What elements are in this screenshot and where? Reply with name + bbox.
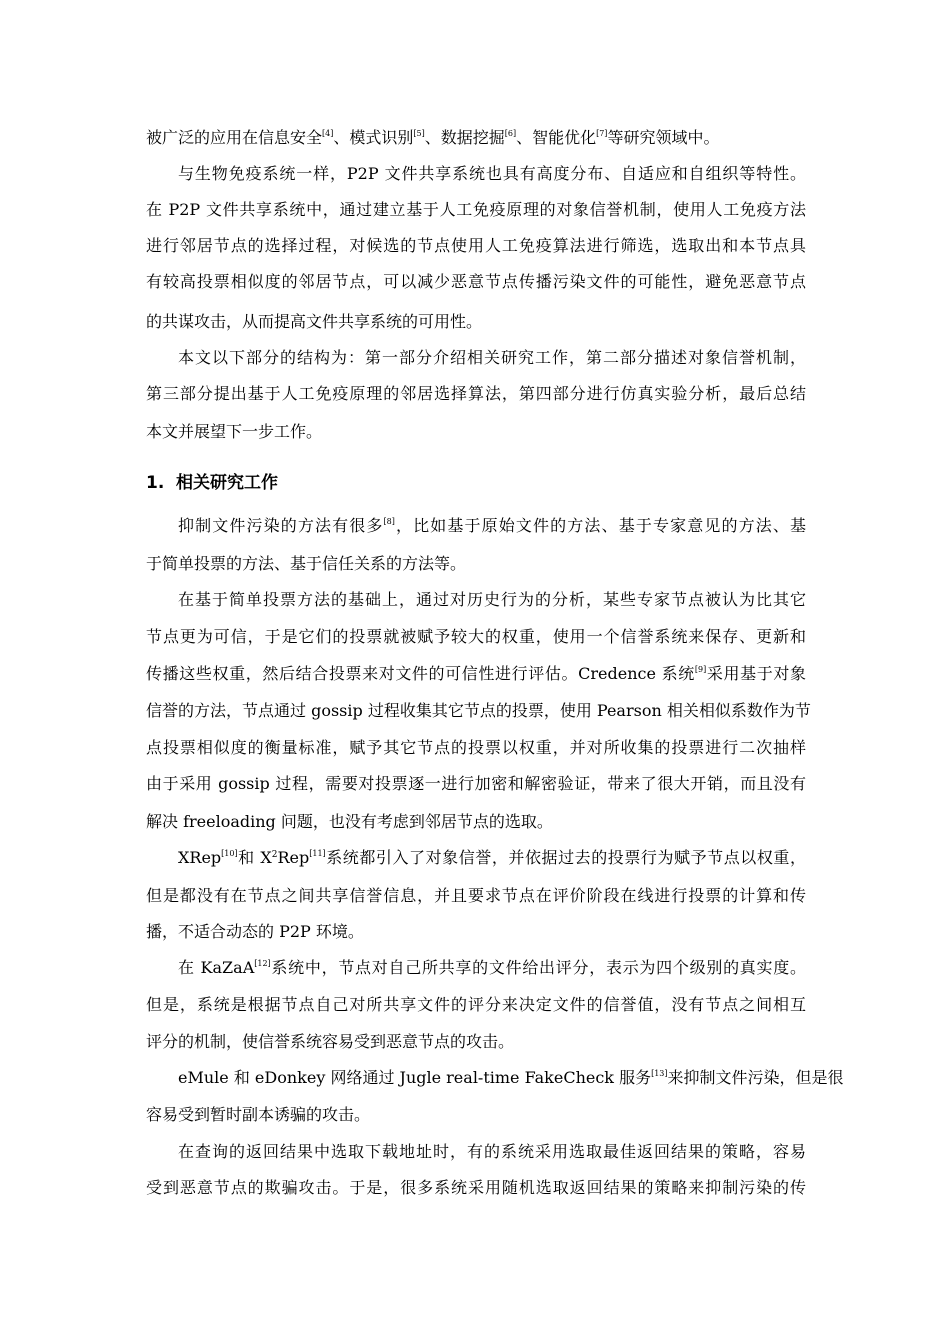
s1-para1-line1: 抑制文件污染的方法有很多[8]，比如基于原始文件的方法、基于专家意见的方法、基 <box>178 516 806 535</box>
s1-para2-line4: 信誉的方法，节点通过 gossip 过程收集其它节点的投票，使用 Pearson 相关相似系数作为节 <box>146 701 811 720</box>
superscript-2: 2 <box>271 850 278 860</box>
s1-para6-line1: 在查询的返回结果中选取下载地址时，有的系统采用选取最佳返回结果的策略，容易 <box>178 1142 806 1161</box>
intro-para3-line1: 本文以下部分的结构为：第一部分介绍相关研究工作，第二部分描述对象信誉机制， <box>178 348 806 367</box>
section-number: 1. <box>146 473 165 493</box>
intro-para2-line1: 与生物免疫系统一样，P2P 文件共享系统也具有高度分布、自适应和自组织等特性。 <box>178 164 806 183</box>
s1-para4-line2: 但是，系统是根据节点自己对所共享文件的评分来决定文件的信誉值，没有节点之间相互 <box>146 995 806 1014</box>
s1-para2-line5: 点投票相似度的衡量标准，赋予其它节点的投票以权重，并对所收集的投票进行二次抽样 <box>146 738 806 757</box>
citation-9: [9] <box>694 665 707 674</box>
s1-para5-line2: 容易受到暂时副本诱骗的攻击。 <box>146 1105 371 1124</box>
citation-5: [5] <box>413 129 425 138</box>
citation-10: [10] <box>221 849 238 858</box>
s1-para2-line2: 节点更为可信，于是它们的投票就被赋予较大的权重，使用一个信誉系统来保存、更新和 <box>146 627 806 646</box>
s1-para2-line6: 由于采用 gossip 过程，需要对投票逐一进行加密和解密验证，带来了很大开销，而且没有 <box>146 774 806 793</box>
s1-para4-line1: 在 KaZaA[12]系统中，节点对自己所共享的文件给出评分，表示为四个级别的真实度。 <box>178 958 806 977</box>
citation-8: [8] <box>383 517 395 526</box>
s1-para3-line2: 但是都没有在节点之间共享信誉信息，并且要求节点在评价阶段在线进行投票的计算和传 <box>146 886 806 905</box>
s1-para5-line1: eMule 和 eDonkey 网络通过 Jugle real-time FakeCheck 服务[13]来抑制文件污染，但是很 <box>178 1068 844 1087</box>
intro-para2-line3: 进行邻居节点的选择过程，对候选的节点使用人工免疫算法进行筛选，选取出和本节点具 <box>146 236 806 255</box>
citation-7: [7] <box>596 129 608 138</box>
s1-para2-line1: 在基于简单投票方法的基础上，通过对历史行为的分析，某些专家节点被认为比其它 <box>178 590 806 609</box>
citation-12: [12] <box>254 959 271 968</box>
intro-para1-line1: 被广泛的应用在信息安全[4]、模式识别[5]、数据挖掘[6]、智能优化[7]等研究领域中。 <box>146 128 720 147</box>
intro-para3-line2: 第三部分提出基于人工免疫原理的邻居选择算法，第四部分进行仿真实验分析，最后总结 <box>146 384 806 403</box>
intro-para2-line4: 有较高投票相似度的邻居节点，可以减少恶意节点传播污染文件的可能性，避免恶意节点 <box>146 272 806 291</box>
s1-para1-line2: 于简单投票的方法、基于信任关系的方法等。 <box>146 554 467 573</box>
section-heading <box>146 468 278 493</box>
intro-para2-line5: 的共谋攻击，从而提高文件共享系统的可用性。 <box>146 312 483 331</box>
s1-para3-line3: 播，不适合动态的 P2P 环境。 <box>146 922 364 941</box>
citation-11: [11] <box>309 849 326 858</box>
citation-13: [13] <box>651 1069 668 1078</box>
citation-6: [6] <box>504 129 517 138</box>
s1-para6-line2: 受到恶意节点的欺骗攻击。于是，很多系统采用随机选取返回结果的策略来抑制污染的传 <box>146 1178 806 1197</box>
section-title: 相关研究工作 <box>176 473 278 493</box>
citation-4: [4] <box>322 129 334 138</box>
s1-para4-line3: 评分的机制，使信誉系统容易受到恶意节点的攻击。 <box>146 1032 515 1051</box>
intro-para3-line3: 本文并展望下一步工作。 <box>146 422 323 441</box>
intro-para2-line2: 在 P2P 文件共享系统中，通过建立基于人工免疫原理的对象信誉机制，使用人工免疫方法 <box>146 200 806 219</box>
s1-para2-line3: 传播这些权重，然后结合投票来对文件的可信性进行评估。Credence 系统[9]采用基于对象 <box>146 664 806 683</box>
s1-para3-line1: XRep[10]和 $X^2Rep[11]$系统都引入了对象信誉，并依据过去的投票行为赋予节点以权重， <box>178 848 806 867</box>
s1-para2-line7: 解决 freeloading 问题，也没有考虑到邻居节点的选取。 <box>146 812 553 831</box>
